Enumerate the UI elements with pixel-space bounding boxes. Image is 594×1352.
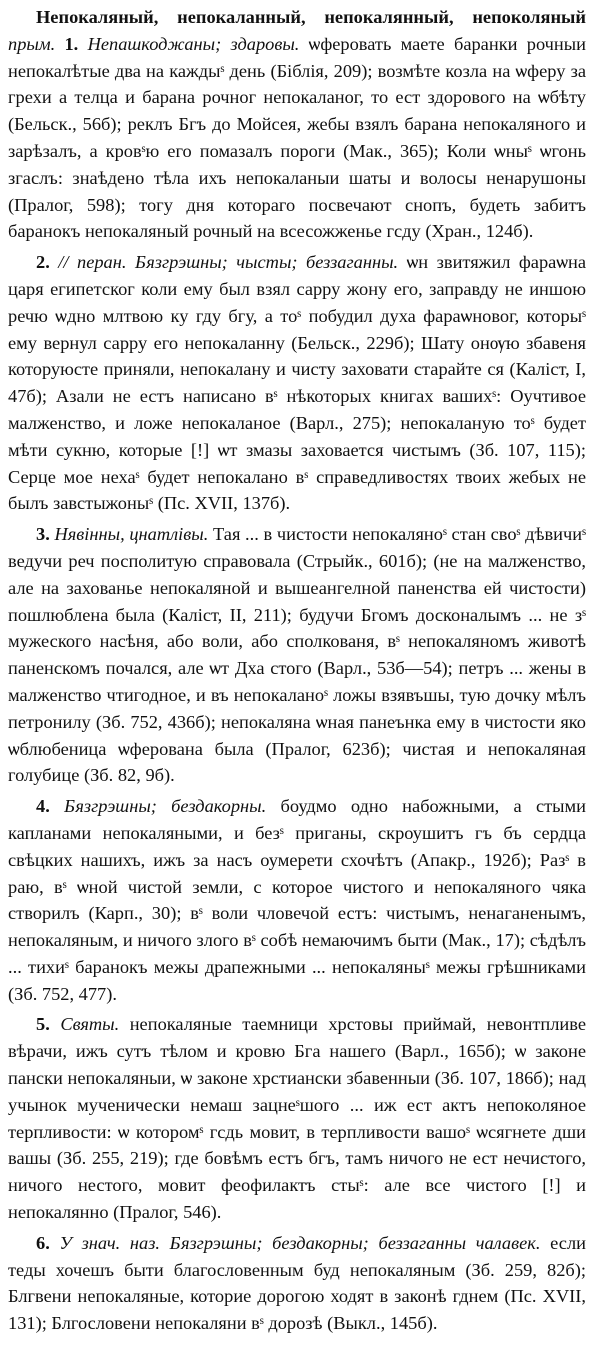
- sense-number: 2.: [36, 252, 50, 273]
- sense-gloss: У знач. наз. Бязгрэшны; бездакорны; беззаганны чалавек.: [59, 1232, 541, 1253]
- sense-number: 5.: [36, 1014, 50, 1035]
- sense-citations: Тая ... в чистости непокаляноˢ стан своˢ дѣвичиˢ ведучи реч посполитую справовала (Стрыйк., 601б); (не на малженство, але на захованье непокаляной и вышеангелной паненства ей чистости) пошлюблена была (Каліст, II, 211); будучи Бгомъ досконалымъ ... не зˢ мужеского насѣня, або воли, або сполкованя, вˢ непокаляномъ животѣ паненскомъ почался, але ѡт Дха стого (Варл., 53б—54); петръ ... жены в малженство чтигодное, и въ непокаланоˢ ложы взявъшы, тую дочку мѣлъ петронилу (Зб. 752, 436б); непокаляна ѡная панеънка ему в чистости яко ѡблюбеница ѡферована была (Пралог, 623б); чистая и непокаляная голубице (Зб. 82, 9б).: [8, 524, 586, 786]
- sense-citations: ѡферовать маете баранки рочныи непокалѣтые два на каждыˢ день (Біблія, 209); возмѣте козла на ѡферу за грехи а телца и барана рочног непокаланог, то ест здорового на ѡбѣту (Бельск., 56б); реклъ Бгъ до Мойсея, жебы взялъ барана непокаляного и зарѣзалъ, а кровˢю его помазалъ пороги (Мак., 365); Коли ѡныˢ ѡгонь згаслъ: знаѣдено тѣла ихъ непокаланыи шаты и волосы ненарушоны (Пралог, 598); тогу дня котораго посвечают снопъ, будеть забитъ баранокъ непокаляный рочный на всесожженье гсду (Хран., 124б).: [8, 33, 586, 242]
- sense-number: 3.: [36, 524, 50, 545]
- sense-4: [8, 793, 586, 1007]
- sense-gloss: Бязгрэшны; бездакорны.: [64, 796, 267, 817]
- sense-citations: боудмо одно набожными, а стыми капланами непокаляными, и безˢ приганы, скроушитъ гъ бъ сердца свѣцких нашихъ, ижъ за насъ оумерети схочѣтъ (Апакр., 192б); Разˢ в раю, вˢ ѡной чистой земли, с которое чистого и непокаляного чяка створилъ (Карп., 30); вˢ воли чловечой естъ: чистымъ, ненаганенымъ, непокаляным, и ничого злого вˢ собѣ немаючимъ быти (Мак., 17); сѣдѣлъ ... тихиˢ баранокъ межы драпежными ... непокаляныˢ межы грѣшниками (Зб. 752, 477).: [8, 796, 587, 1004]
- sense-6: [8, 1230, 586, 1337]
- sense-1: [8, 4, 586, 245]
- sense-3: [8, 521, 586, 789]
- sense-number: 1.: [64, 33, 79, 54]
- sense-citations: если теды хочешъ быти благословенным буд непокаляным (Зб. 259, 82б); Блгвени непокаляные, которие дорогою ходят в законѣ гднем (Пс. XVII, 131); Блгословени непокаляни вˢ дорозѣ (Выкл., 145б).: [8, 1232, 586, 1334]
- sense-citations: ѡн звитяжил фараѡна царя египетског коли ему был взял сарру жону его, заправду не иншою речю ѡдно млтвою ку гду бгу, а тоˢ побудил духа фараѡновог, которыˢ ему вернул сарру его непокаланну (Бельск., 229б); Шату онѹю збавеня которуюсте приняли, непокалану и чисту заховати старайте ся (Каліст, I, 47б); Азали не естъ написано вˢ нѣкоторых книгах вашихˢ: Оучтивое малженство, и ложе непокаланое (Варл., 275); непокаланую тоˢ будет мѣти сукню, которые [!] ѡт змазы заховается чистымъ (Зб. 107, 115); Серце мое нехаˢ будет непокалано вˢ справедливостях твоих жебых не былъ завстыжоныˢ (Пс. XVII, 137б).: [8, 252, 586, 514]
- sense-gloss: Непашкоджаны; здаровы.: [87, 33, 300, 54]
- sense-number: 4.: [36, 796, 50, 817]
- entry-grammar: прым.: [8, 33, 56, 54]
- sense-gloss: Нявінны, цнатлівы.: [54, 524, 209, 545]
- sense-citations: непокаляные таемници хрстовы приймай, невонтпливе вѣрачи, ижъ сутъ тѣлом и кровю Бга нашего (Варл., 165б); ѡ законе пански непокаляныи, ѡ законе хрстиански збавенныи (Зб. 107, 186б); над учынок мученически немаш зацнеˢшого ... иж ест актъ непоколяное терпливости: ѡ которомˢ гсдь мовит, в терпливости вашоˢ ѡсягнете дши вашы (Зб. 255, 219); где бовѣмъ естъ бгъ, тамъ ничого не ест нечистого, ничого нестого, мовит феофилактъ стыˢ: але все чистого [!] и непокалянно (Пралог, 546).: [8, 1014, 586, 1223]
- entry-headword: Непокаляный, непокаланный, непокалянный, непоколяный: [36, 7, 586, 27]
- dictionary-entry: [8, 4, 586, 1337]
- sense-2: [8, 249, 586, 517]
- sense-gloss: Святы.: [60, 1014, 120, 1035]
- sense-5: [8, 1011, 586, 1225]
- sense-number: 6.: [36, 1232, 50, 1253]
- sense-gloss: // перан. Бязгрэшны; чысты; беззаганны.: [58, 252, 399, 273]
